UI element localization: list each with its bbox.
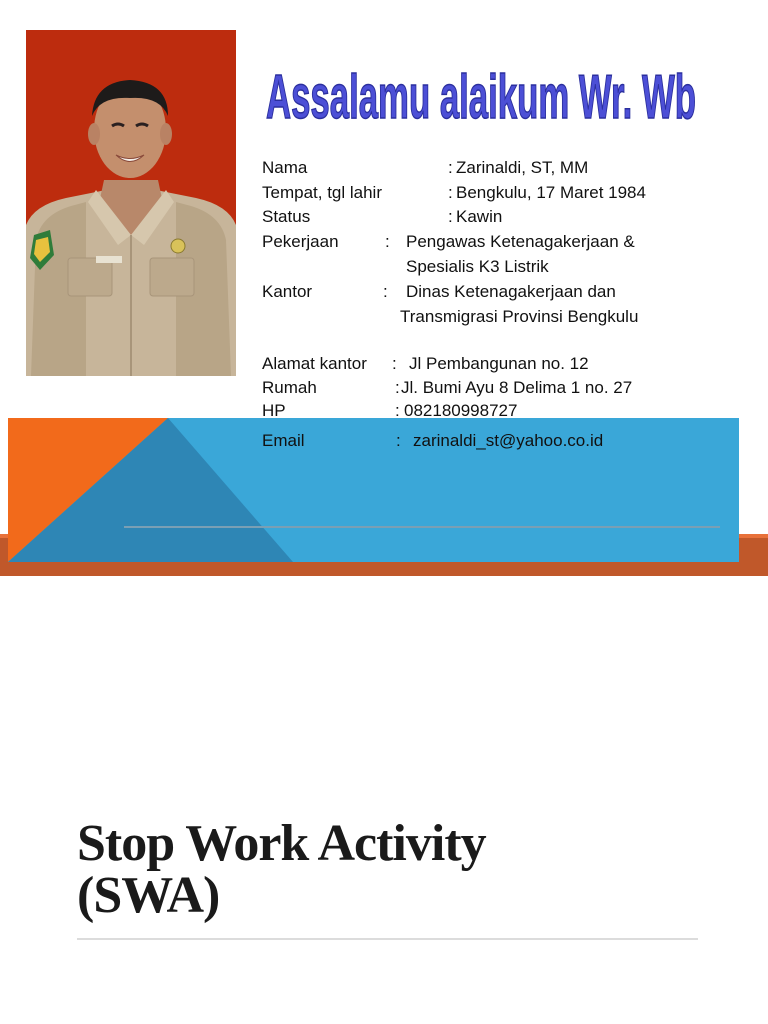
field-value: Jl. Bumi Ayu 8 Delima 1 no. 27 bbox=[401, 378, 633, 397]
greeting-text: Assalamu alaikum Wr. Wb bbox=[266, 63, 696, 132]
decorative-triangles bbox=[8, 418, 739, 562]
document-title bbox=[77, 815, 697, 924]
field-value: Pengawas Ketenagakerjaan & bbox=[406, 232, 635, 251]
field-value-continued: Transmigrasi Provinsi Bengkulu bbox=[400, 307, 639, 326]
title-underline bbox=[77, 938, 698, 940]
field-separator: : bbox=[395, 378, 400, 397]
field-value: Bengkulu, 17 Maret 1984 bbox=[456, 183, 646, 202]
document-title-line1: Stop Work Activity bbox=[77, 815, 486, 872]
field-value: Jl Pembangunan no. 12 bbox=[409, 354, 589, 373]
field-separator: : bbox=[448, 158, 453, 177]
field-label: Nama bbox=[262, 158, 308, 177]
field-label: HP bbox=[262, 401, 286, 420]
field-value: 082180998727 bbox=[404, 401, 518, 420]
field-label: Pekerjaan bbox=[262, 232, 339, 251]
field-separator: : bbox=[395, 401, 400, 420]
field-label: Email bbox=[262, 431, 305, 450]
field-value: zarinaldi_st@yahoo.co.id bbox=[413, 431, 604, 450]
field-separator: : bbox=[448, 183, 453, 202]
field-separator: : bbox=[383, 282, 388, 301]
field-label: Kantor bbox=[262, 282, 313, 301]
field-label: Tempat, tgl lahir bbox=[262, 183, 382, 202]
document-title-line2: (SWA) bbox=[77, 867, 220, 924]
field-separator: : bbox=[385, 232, 390, 251]
field-label: Rumah bbox=[262, 378, 317, 397]
person-illustration bbox=[26, 30, 236, 376]
field-separator: : bbox=[392, 354, 397, 373]
greeting-wordart bbox=[262, 40, 722, 140]
field-value-continued: Spesialis K3 Listrik bbox=[406, 257, 549, 276]
field-value: Dinas Ketenagakerjaan dan bbox=[406, 282, 616, 301]
field-value: Zarinaldi, ST, MM bbox=[456, 158, 589, 177]
profile-photo bbox=[26, 30, 236, 376]
field-label: Alamat kantor bbox=[262, 354, 367, 373]
field-value: Kawin bbox=[456, 207, 503, 226]
panel-divider-line bbox=[124, 526, 720, 528]
field-label: Status bbox=[262, 207, 311, 226]
field-separator: : bbox=[396, 431, 401, 450]
field-separator: : bbox=[448, 207, 453, 226]
